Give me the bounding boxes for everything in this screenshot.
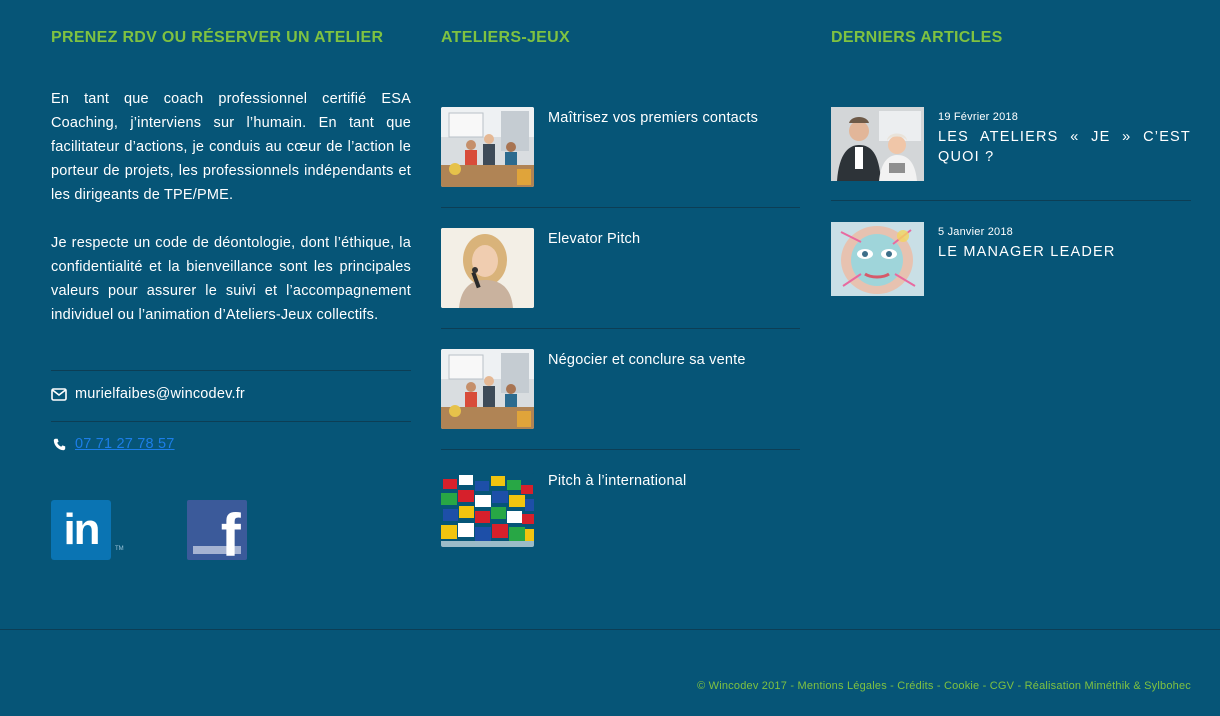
contact-ethics-paragraph: Je respecte un code de déontologie, dont l’éthique, la confidentialité et la bienveillance sont les principales valeurs pour assurer le suivi et l’accompagnement individuel ou l’animation d’Ateliers-Jeux collectifs.: [51, 235, 411, 323]
envelope-icon: [51, 387, 67, 401]
divider: [51, 421, 411, 422]
email-link[interactable]: murielfaibes@wincodev.fr: [75, 386, 245, 402]
separator: -: [790, 680, 798, 692]
atelier-item[interactable]: [441, 450, 800, 571]
social-links: [51, 500, 247, 560]
ateliers-title: ATELIERS-JEUX: [441, 29, 570, 46]
article-date: 19 Février 2018: [938, 111, 1019, 123]
copyright-text: © Wincodev 2017: [697, 680, 788, 692]
contact-title: PRENEZ RDV OU RÉSERVER UN ATELIER: [51, 29, 384, 46]
footer-link-mentions[interactable]: Mentions Légales: [797, 680, 887, 692]
footer-link-cookie[interactable]: Cookie: [943, 680, 980, 692]
atelier-item[interactable]: [441, 87, 800, 208]
divider: [51, 370, 411, 371]
footer-link-realisation[interactable]: Réalisation Miméthik & Sylbohec: [1024, 680, 1191, 692]
article-title[interactable]: LE MANAGER LEADER: [938, 244, 1116, 260]
article-item[interactable]: [831, 107, 1191, 201]
email-line: [51, 386, 245, 402]
linkedin-icon: in: [63, 505, 99, 554]
flags-illustration[interactable]: [441, 473, 534, 547]
linkedin-trademark: TM: [115, 546, 124, 552]
articles-title: DERNIERS ARTICLES: [831, 29, 1003, 46]
contact-intro-paragraph: En tant que coach professionnel certifié ESA Coaching, j’interviens sur l’humain. En tant que facilitateur d’actions, je conduis au cœur de l’action le porteur de projets, les professionnels indépendants et les dirigeants de TPE/PME.: [51, 91, 411, 203]
workshop-photo[interactable]: [441, 107, 534, 187]
facebook-button[interactable]: [187, 500, 247, 560]
separator: -: [936, 680, 944, 692]
linkedin-button[interactable]: [51, 500, 111, 560]
footer-divider: [0, 629, 1220, 630]
atelier-title[interactable]: Pitch à l’international: [548, 473, 687, 489]
atelier-title[interactable]: Négocier et conclure sa vente: [548, 352, 746, 368]
speaker-photo[interactable]: [441, 228, 534, 308]
workshop-photo[interactable]: [441, 349, 534, 429]
separator: -: [890, 680, 898, 692]
atelier-item[interactable]: [441, 329, 800, 450]
footer-link-cgv[interactable]: CGV: [989, 680, 1015, 692]
separator: -: [982, 680, 990, 692]
abstract-face-art[interactable]: [831, 222, 924, 296]
article-title[interactable]: LES ATELIERS « JE » C’EST QUOI ?: [938, 129, 1191, 165]
phone-link[interactable]: 07 71 27 78 57: [75, 436, 175, 452]
phone-icon: [51, 437, 67, 451]
article-date: 5 Janvier 2018: [938, 226, 1013, 238]
footer-link-credits[interactable]: Crédits: [897, 680, 934, 692]
atelier-title[interactable]: Elevator Pitch: [548, 231, 641, 247]
separator: -: [1017, 680, 1025, 692]
two-people-photo[interactable]: [831, 107, 924, 181]
atelier-title[interactable]: Maîtrisez vos premiers contacts: [548, 110, 759, 126]
facebook-icon: f: [220, 502, 241, 560]
copyright-bar: [697, 680, 1191, 692]
phone-line: [51, 436, 175, 452]
article-item[interactable]: [831, 222, 1191, 296]
atelier-item[interactable]: [441, 208, 800, 329]
